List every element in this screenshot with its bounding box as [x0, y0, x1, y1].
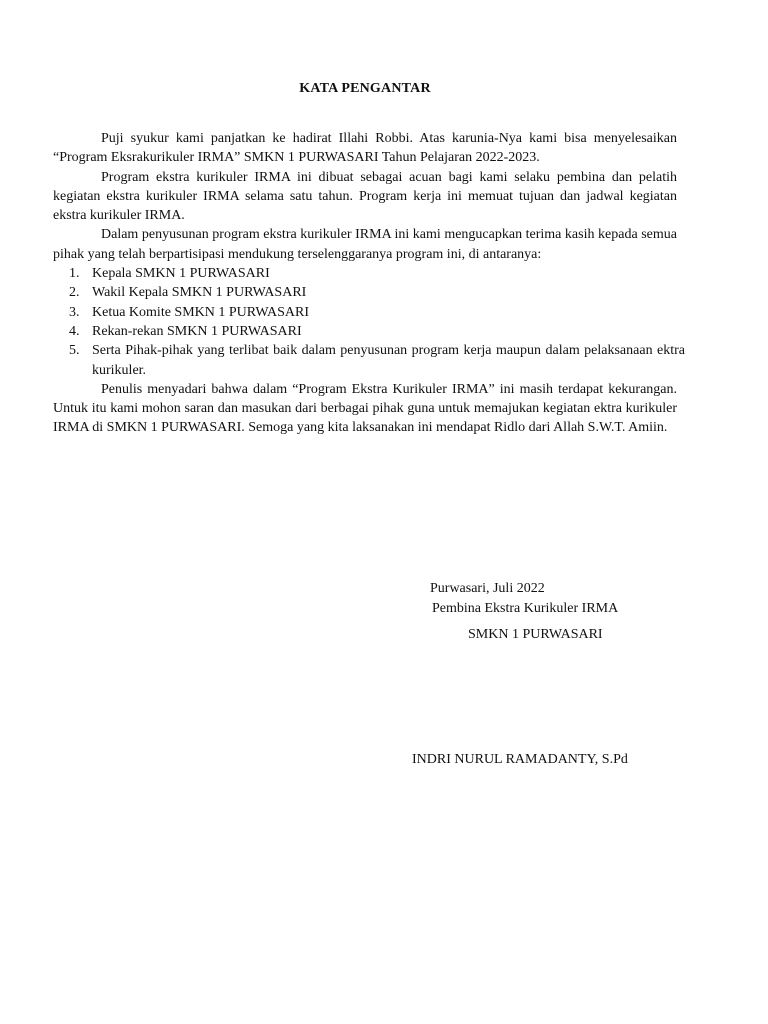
list-item-number: 4.: [69, 323, 80, 339]
list-item-text: Kepala SMKN 1 PURWASARI: [92, 266, 270, 282]
list-item: [53, 264, 685, 283]
list-item-text: Wakil Kepala SMKN 1 PURWASARI: [92, 285, 307, 301]
list-item: [53, 283, 685, 302]
list-item: [53, 341, 685, 380]
list-item-number: 5.: [69, 343, 80, 359]
signature-school: SMKN 1 PURWASARI: [468, 627, 603, 642]
list-item: [53, 322, 685, 341]
acknowledgement-list: [53, 264, 685, 380]
list-item-number: 1.: [69, 266, 80, 282]
list-item-text: Serta Pihak-pihak yang terlibat baik dalam penyusunan program kerja maupun dalam pelaksanaan ektra kurikuler.: [92, 343, 685, 378]
page-title: KATA PENGANTAR: [299, 81, 431, 96]
signature-role: Pembina Ekstra Kurikuler IRMA: [432, 601, 619, 616]
list-item-text: Rekan-rekan SMKN 1 PURWASARI: [92, 323, 302, 339]
closing-paragraph: Penulis menyadari bahwa dalam “Program Ekstra Kurikuler IRMA” ini masih terdapat kekurangan. Untuk itu kami mohon saran dan masukan dari berbagai pihak guna untuk memajukan kegiatan ektra kurikuler IRMA di SMKN 1 PURWASARI. Semoga yang kita laksanakan ini mendapat Ridlo dari Allah S.W.T. Amiin.: [53, 381, 677, 436]
paragraph-2: Program ekstra kurikuler IRMA ini dibuat sebagai acuan bagi kami selaku pembina dan pelatih kegiatan ekstra kurikuler IRMA selama satu tahun. Program kerja ini memuat tujuan dan jadwal kegiatan ekstra kurikuler IRMA.: [53, 169, 677, 224]
paragraph-3: Dalam penyusunan program ekstra kurikuler IRMA ini kami mengucapkan terima kasih kepada semua pihak yang telah berpartisipasi mendukung terselenggaranya program ini, di antaranya:: [53, 227, 677, 262]
list-item: [53, 303, 685, 322]
document-body: [53, 129, 685, 438]
list-item-number: 2.: [69, 285, 80, 301]
list-item-text: Ketua Komite SMKN 1 PURWASARI: [92, 304, 310, 320]
signature-place-date: Purwasari, Juli 2022: [430, 581, 545, 596]
paragraph-1: Puji syukur kami panjatkan ke hadirat Illahi Robbi. Atas karunia-Nya kami bisa menyelesaikan “Program Eksrakurikuler IRMA” SMKN 1 PURWASARI Tahun Pelajaran 2022-2023.: [53, 131, 677, 166]
signature-name: INDRI NURUL RAMADANTY, S.Pd: [412, 752, 628, 767]
list-item-number: 3.: [69, 304, 80, 320]
